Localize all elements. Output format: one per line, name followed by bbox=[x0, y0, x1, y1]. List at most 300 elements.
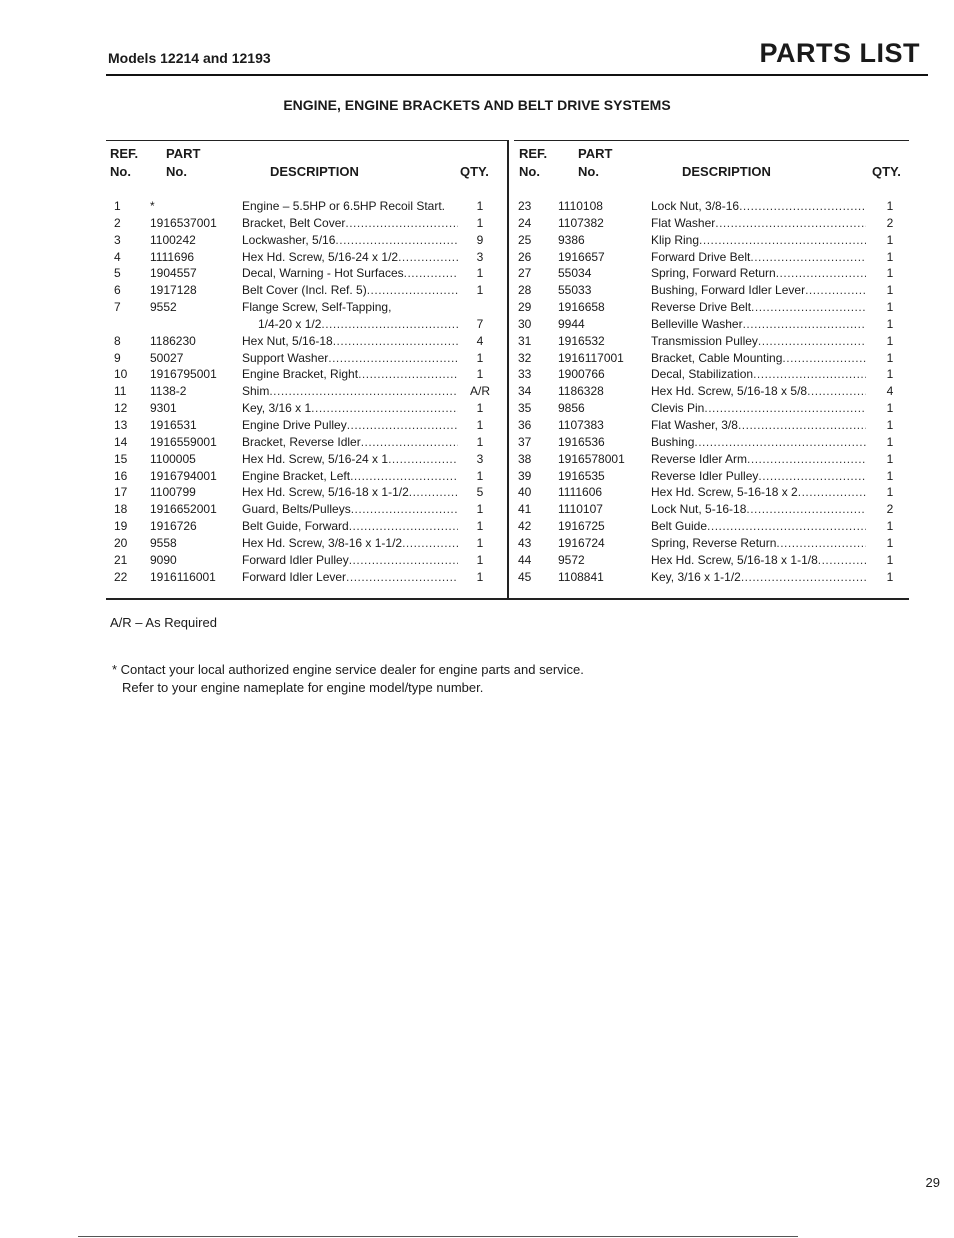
ref-number: 31 bbox=[518, 333, 532, 348]
description-text: Decal, Warning - Hot Surfaces bbox=[242, 266, 404, 281]
description-text: Forward Idler Pulley bbox=[242, 552, 349, 567]
part-description bbox=[651, 400, 866, 417]
ref-number: 8 bbox=[114, 333, 121, 348]
part-description bbox=[242, 434, 458, 451]
part-number: 1916531 bbox=[150, 417, 197, 432]
quantity: 1 bbox=[886, 249, 894, 264]
part-header-line1: PART bbox=[166, 146, 201, 161]
dot-leader bbox=[346, 569, 458, 586]
part-number: 1100799 bbox=[150, 485, 196, 500]
table-row bbox=[512, 468, 909, 485]
table-row bbox=[106, 215, 506, 232]
dot-leader bbox=[350, 468, 458, 485]
ref-number: 16 bbox=[114, 468, 128, 483]
dot-leader bbox=[776, 265, 866, 282]
part-number: 1916795001 bbox=[150, 367, 217, 382]
description-text: Key, 3/16 x 1-1/2 bbox=[651, 569, 741, 584]
dot-leader bbox=[758, 468, 866, 485]
quantity: 1 bbox=[886, 569, 894, 584]
part-number: 1917128 bbox=[150, 283, 197, 298]
quantity: 1 bbox=[476, 569, 484, 584]
ref-header-line1: REF. bbox=[110, 146, 139, 161]
ref-number: 29 bbox=[518, 300, 532, 315]
table-row bbox=[512, 569, 909, 586]
part-description bbox=[651, 198, 866, 215]
dot-leader bbox=[704, 400, 866, 417]
ref-number: 41 bbox=[518, 502, 532, 517]
part-description bbox=[242, 366, 458, 383]
part-description bbox=[242, 552, 458, 569]
part-description bbox=[651, 535, 866, 552]
part-description bbox=[651, 249, 866, 266]
dot-leader bbox=[753, 366, 866, 383]
dot-leader bbox=[751, 299, 866, 316]
part-description bbox=[242, 484, 458, 501]
quantity: 1 bbox=[476, 519, 484, 534]
part-number: 9386 bbox=[558, 232, 585, 247]
ar-note: A/R – As Required bbox=[110, 615, 217, 630]
quantity: 2 bbox=[886, 215, 894, 230]
table-top-rule-right bbox=[514, 140, 909, 141]
quantity: 1 bbox=[886, 232, 894, 247]
quantity: 1 bbox=[476, 350, 484, 365]
dot-leader bbox=[335, 232, 458, 249]
ref-number: 7 bbox=[114, 300, 121, 315]
quantity: 1 bbox=[476, 266, 484, 281]
table-row bbox=[512, 518, 909, 535]
part-number: 9552 bbox=[150, 300, 177, 315]
dot-leader bbox=[367, 282, 458, 299]
dot-leader bbox=[402, 535, 458, 552]
table-row bbox=[512, 198, 909, 215]
description-text: Hex Hd. Screw, 3/8-16 x 1-1/2 bbox=[242, 535, 403, 550]
description-text: Engine Bracket, Left bbox=[242, 468, 351, 483]
table-row bbox=[512, 265, 909, 282]
dot-leader bbox=[694, 434, 866, 451]
part-number: 1100242 bbox=[150, 232, 196, 247]
description-text: Key, 3/16 x 1 bbox=[242, 401, 312, 416]
ref-number: 3 bbox=[114, 232, 121, 247]
part-number: 1186230 bbox=[150, 333, 196, 348]
part-description bbox=[651, 518, 866, 535]
table-row bbox=[106, 552, 506, 569]
right-header-ref bbox=[519, 145, 547, 181]
ref-number: 25 bbox=[518, 232, 532, 247]
dot-leader bbox=[807, 383, 866, 400]
part-number: 1916535 bbox=[558, 468, 605, 483]
table-row bbox=[512, 316, 909, 333]
quantity: 1 bbox=[476, 502, 484, 517]
table-row bbox=[512, 501, 909, 518]
table-row bbox=[106, 282, 506, 299]
ref-number: 21 bbox=[114, 552, 128, 567]
column-divider bbox=[507, 140, 509, 600]
part-description bbox=[651, 366, 866, 383]
models-label: Models 12214 and 12193 bbox=[108, 50, 271, 66]
quantity: 3 bbox=[476, 451, 484, 466]
quantity: 1 bbox=[886, 300, 894, 315]
dot-leader bbox=[358, 366, 458, 383]
description-text: Spring, Forward Return bbox=[651, 266, 776, 281]
dot-leader bbox=[409, 484, 458, 501]
table-row bbox=[106, 350, 506, 367]
table-row bbox=[106, 518, 506, 535]
part-number: 1916725 bbox=[558, 519, 605, 534]
quantity: 1 bbox=[476, 199, 484, 213]
quantity: 1 bbox=[886, 485, 894, 500]
quantity: 1 bbox=[476, 401, 484, 416]
table-row bbox=[512, 400, 909, 417]
part-description bbox=[242, 299, 458, 316]
table-row bbox=[106, 400, 506, 417]
quantity: 1 bbox=[476, 434, 484, 449]
ref-number: 38 bbox=[518, 451, 532, 466]
description-text: Hex Hd. Screw, 5/16-24 x 1/2 bbox=[242, 249, 399, 264]
dot-leader bbox=[776, 535, 866, 552]
ref-header-line2: No. bbox=[519, 164, 540, 179]
part-number: 1107383 bbox=[558, 417, 604, 432]
ref-number: 42 bbox=[518, 519, 532, 534]
description-text: Klip Ring bbox=[651, 232, 700, 247]
dot-leader bbox=[782, 350, 866, 367]
ref-number: 4 bbox=[114, 249, 121, 264]
quantity: A/R bbox=[469, 384, 490, 399]
description-text: Guard, Belts/Pulleys bbox=[242, 502, 351, 517]
part-number: 1916652001 bbox=[150, 502, 217, 517]
description-text: Bracket, Belt Cover bbox=[242, 215, 346, 230]
quantity: 1 bbox=[886, 266, 894, 281]
table-row bbox=[512, 232, 909, 249]
table-row bbox=[106, 249, 506, 266]
description-text: Reverse Idler Pulley bbox=[651, 468, 759, 483]
ref-number: 37 bbox=[518, 434, 532, 449]
part-description bbox=[651, 569, 866, 586]
part-description bbox=[651, 383, 866, 400]
part-description bbox=[242, 249, 458, 266]
ref-number: 2 bbox=[114, 215, 121, 230]
ref-number: 27 bbox=[518, 266, 532, 281]
description-text: Flat Washer bbox=[651, 215, 716, 230]
description-text: Support Washer bbox=[242, 350, 329, 365]
ref-number: 23 bbox=[518, 199, 532, 213]
quantity: 1 bbox=[476, 552, 484, 567]
quantity: 1 bbox=[476, 535, 484, 550]
table-row bbox=[512, 434, 909, 451]
part-number: 9090 bbox=[150, 552, 177, 567]
dot-leader bbox=[747, 451, 866, 468]
part-header-line2: No. bbox=[166, 164, 187, 179]
table-row bbox=[106, 468, 506, 485]
table-row bbox=[512, 333, 909, 350]
description-text: Engine Bracket, Right bbox=[242, 367, 359, 382]
description-text: Engine Drive Pulley bbox=[242, 417, 347, 432]
ref-number: 35 bbox=[518, 401, 532, 416]
description-text: Engine – 5.5HP or 6.5HP Recoil Start. bbox=[242, 199, 446, 213]
description-text: 1/4-20 x 1/2 bbox=[258, 316, 322, 331]
part-description bbox=[651, 316, 866, 333]
description-text: Hex Nut, 5/16-18 bbox=[242, 333, 333, 348]
dot-leader bbox=[707, 518, 866, 535]
part-number: 1111696 bbox=[150, 249, 195, 264]
footnote-line-2: Refer to your engine nameplate for engine model/type number. bbox=[122, 680, 484, 695]
dot-leader bbox=[328, 350, 458, 367]
table-row bbox=[106, 366, 506, 383]
dot-leader bbox=[269, 383, 458, 400]
section-title: ENGINE, ENGINE BRACKETS AND BELT DRIVE SYSTEMS bbox=[283, 97, 671, 113]
dot-leader bbox=[741, 569, 866, 586]
ref-number: 32 bbox=[518, 350, 532, 365]
right-header-description: DESCRIPTION bbox=[682, 164, 771, 179]
table-row bbox=[512, 417, 909, 434]
ref-header-line2: No. bbox=[110, 164, 131, 179]
part-description bbox=[242, 215, 458, 232]
part-description bbox=[651, 350, 866, 367]
ref-number: 24 bbox=[518, 215, 532, 230]
part-number: 1100005 bbox=[150, 451, 196, 466]
ref-number: 22 bbox=[114, 569, 128, 584]
table-row bbox=[106, 232, 506, 249]
left-header-part bbox=[166, 145, 200, 181]
part-number: 1916724 bbox=[558, 535, 605, 550]
header-rule bbox=[106, 74, 928, 76]
quantity: 1 bbox=[886, 333, 894, 348]
table-row bbox=[106, 198, 506, 215]
quantity: 1 bbox=[886, 434, 894, 449]
part-header-line2: No. bbox=[578, 164, 599, 179]
part-number: 1904557 bbox=[150, 266, 197, 281]
ref-number: 28 bbox=[518, 283, 532, 298]
part-description bbox=[242, 198, 458, 215]
table-top-rule-left bbox=[106, 140, 508, 141]
part-description bbox=[242, 333, 458, 350]
quantity: 1 bbox=[886, 367, 894, 382]
ref-number: 39 bbox=[518, 468, 532, 483]
part-description bbox=[651, 299, 866, 316]
ref-number: 34 bbox=[518, 384, 532, 399]
ref-header-line1: REF. bbox=[519, 146, 548, 161]
table-row bbox=[106, 535, 506, 552]
part-description bbox=[651, 434, 866, 451]
table-row bbox=[106, 569, 506, 586]
table-row bbox=[106, 484, 506, 501]
description-text: Belt Cover (Incl. Ref. 5) bbox=[242, 283, 367, 298]
part-description bbox=[242, 535, 458, 552]
part-header-line1: PART bbox=[578, 146, 613, 161]
quantity: 1 bbox=[476, 283, 484, 298]
dot-leader bbox=[311, 400, 458, 417]
part-number: 9856 bbox=[558, 401, 585, 416]
ref-number: 40 bbox=[518, 485, 532, 500]
ref-number: 6 bbox=[114, 283, 121, 298]
quantity: 1 bbox=[886, 283, 894, 298]
description-text: Transmission Pulley bbox=[651, 333, 758, 348]
description-text: Flange Screw, Self-Tapping, bbox=[242, 300, 392, 315]
dot-leader bbox=[345, 215, 458, 232]
part-description bbox=[242, 400, 458, 417]
quantity: 1 bbox=[886, 535, 894, 550]
dot-leader bbox=[750, 249, 866, 266]
part-description bbox=[242, 383, 458, 400]
description-text: Lock Nut, 5-16-18 bbox=[651, 502, 747, 517]
part-description bbox=[258, 316, 458, 333]
part-number: 1900766 bbox=[558, 367, 605, 382]
part-number: 1916657 bbox=[558, 249, 605, 264]
dot-leader bbox=[321, 316, 458, 333]
ref-number: 9 bbox=[114, 350, 121, 365]
right-header-part bbox=[578, 145, 612, 181]
description-text: Hex Hd. Screw, 5/16-18 x 1-1/2 bbox=[242, 485, 409, 500]
part-description bbox=[242, 350, 458, 367]
ref-number: 19 bbox=[114, 519, 128, 534]
part-description bbox=[651, 501, 866, 518]
page-title: PARTS LIST bbox=[759, 38, 920, 68]
description-text: Shim bbox=[242, 384, 270, 399]
parts-table-right bbox=[512, 198, 909, 585]
parts-table-left bbox=[106, 198, 506, 585]
dot-leader bbox=[361, 434, 458, 451]
quantity: 1 bbox=[886, 350, 894, 365]
description-text: Belt Guide bbox=[651, 519, 708, 534]
dot-leader bbox=[404, 265, 458, 282]
part-number: 1916536 bbox=[558, 434, 605, 449]
part-number: 1916726 bbox=[150, 519, 197, 534]
part-number: 1916658 bbox=[558, 300, 605, 315]
description-text: Clevis Pin bbox=[651, 401, 705, 416]
part-number: 9944 bbox=[558, 316, 585, 331]
quantity: 3 bbox=[476, 249, 484, 264]
part-description bbox=[651, 552, 866, 569]
part-number: 1110107 bbox=[558, 502, 603, 517]
part-description bbox=[242, 265, 458, 282]
description-text: Belt Guide, Forward bbox=[242, 519, 349, 534]
part-number: 1916117001 bbox=[558, 350, 624, 365]
ref-number: 10 bbox=[114, 367, 128, 382]
footnote-line-1: * Contact your local authorized engine service dealer for engine parts and service. bbox=[112, 662, 584, 677]
part-number: 9301 bbox=[150, 401, 177, 416]
table-row bbox=[512, 535, 909, 552]
part-description bbox=[651, 265, 866, 282]
description-text: Lock Nut, 3/8-16 bbox=[651, 199, 740, 213]
table-row bbox=[512, 215, 909, 232]
quantity: 1 bbox=[886, 552, 894, 567]
description-text: Hex Hd. Screw, 5/16-18 x 1-1/8 bbox=[651, 552, 818, 567]
ref-number: 5 bbox=[114, 266, 121, 281]
part-number: 1107382 bbox=[558, 215, 604, 230]
dot-leader bbox=[743, 316, 866, 333]
ref-number: 15 bbox=[114, 451, 128, 466]
table-row bbox=[512, 451, 909, 468]
table-bottom-rule bbox=[106, 598, 909, 600]
dot-leader bbox=[739, 198, 866, 215]
quantity: 4 bbox=[886, 384, 894, 399]
page-number: 29 bbox=[925, 1175, 940, 1190]
quantity: 1 bbox=[886, 417, 894, 432]
dot-leader bbox=[758, 333, 866, 350]
dot-leader bbox=[746, 501, 866, 518]
description-text: Hex Hd. Screw, 5/16-24 x 1 bbox=[242, 451, 389, 466]
quantity: 9 bbox=[476, 232, 484, 247]
description-text: Belleville Washer bbox=[651, 316, 743, 331]
right-header-qty: QTY. bbox=[872, 164, 901, 179]
dot-leader bbox=[715, 215, 866, 232]
table-row bbox=[512, 282, 909, 299]
quantity: 1 bbox=[886, 451, 894, 466]
part-description bbox=[242, 282, 458, 299]
quantity: 5 bbox=[476, 485, 484, 500]
dot-leader bbox=[818, 552, 866, 569]
description-text: Reverse Idler Arm bbox=[651, 451, 748, 466]
part-number: 1138-2 bbox=[150, 384, 187, 399]
ref-number: 14 bbox=[114, 434, 128, 449]
part-number: 55033 bbox=[558, 283, 592, 298]
table-row bbox=[106, 451, 506, 468]
part-description bbox=[242, 451, 458, 468]
table-row bbox=[106, 265, 506, 282]
part-number: 50027 bbox=[150, 350, 184, 365]
part-description bbox=[651, 417, 866, 434]
part-description bbox=[651, 282, 866, 299]
part-description bbox=[242, 518, 458, 535]
description-text: Forward Drive Belt bbox=[651, 249, 751, 264]
table-row bbox=[512, 383, 909, 400]
footnote bbox=[112, 661, 584, 697]
table-row bbox=[512, 350, 909, 367]
description-text: Flat Washer, 3/8 bbox=[651, 417, 738, 432]
quantity: 1 bbox=[476, 468, 484, 483]
part-number: 1186328 bbox=[558, 384, 604, 399]
ref-number: 18 bbox=[114, 502, 128, 517]
quantity: 4 bbox=[476, 333, 484, 348]
ref-number: 43 bbox=[518, 535, 532, 550]
description-text: Bracket, Cable Mounting bbox=[651, 350, 783, 365]
description-text: Reverse Drive Belt bbox=[651, 300, 752, 315]
dot-leader bbox=[699, 232, 866, 249]
part-description bbox=[242, 569, 458, 586]
table-row bbox=[106, 316, 506, 333]
ref-number: 13 bbox=[114, 417, 128, 432]
dot-leader bbox=[349, 552, 458, 569]
table-row bbox=[106, 501, 506, 518]
dot-leader bbox=[351, 501, 458, 518]
part-number: 9572 bbox=[558, 552, 585, 567]
left-header-description: DESCRIPTION bbox=[270, 164, 359, 179]
dot-leader bbox=[398, 249, 458, 266]
description-text: Hex Hd. Screw, 5/16-18 x 5/8 bbox=[651, 384, 808, 399]
ref-number: 36 bbox=[518, 417, 532, 432]
table-row bbox=[106, 434, 506, 451]
description-text: Bushing bbox=[651, 434, 695, 449]
dot-leader bbox=[805, 282, 866, 299]
table-row bbox=[106, 417, 506, 434]
part-number: 1111606 bbox=[558, 485, 603, 500]
dot-leader bbox=[333, 333, 458, 350]
part-number: 1916794001 bbox=[150, 468, 217, 483]
quantity: 1 bbox=[886, 468, 894, 483]
left-header-qty: QTY. bbox=[460, 164, 489, 179]
ref-number: 12 bbox=[114, 401, 128, 416]
part-number: 1108841 bbox=[558, 569, 604, 584]
part-description bbox=[651, 215, 866, 232]
quantity: 1 bbox=[476, 215, 484, 230]
table-row bbox=[512, 552, 909, 569]
quantity: 1 bbox=[886, 316, 894, 331]
description-text: Lockwasher, 5/16 bbox=[242, 232, 336, 247]
ref-number: 33 bbox=[518, 367, 532, 382]
ref-number: 1 bbox=[114, 199, 121, 213]
ref-number: 45 bbox=[518, 569, 532, 584]
dot-leader bbox=[347, 417, 458, 434]
ref-number: 26 bbox=[518, 249, 532, 264]
